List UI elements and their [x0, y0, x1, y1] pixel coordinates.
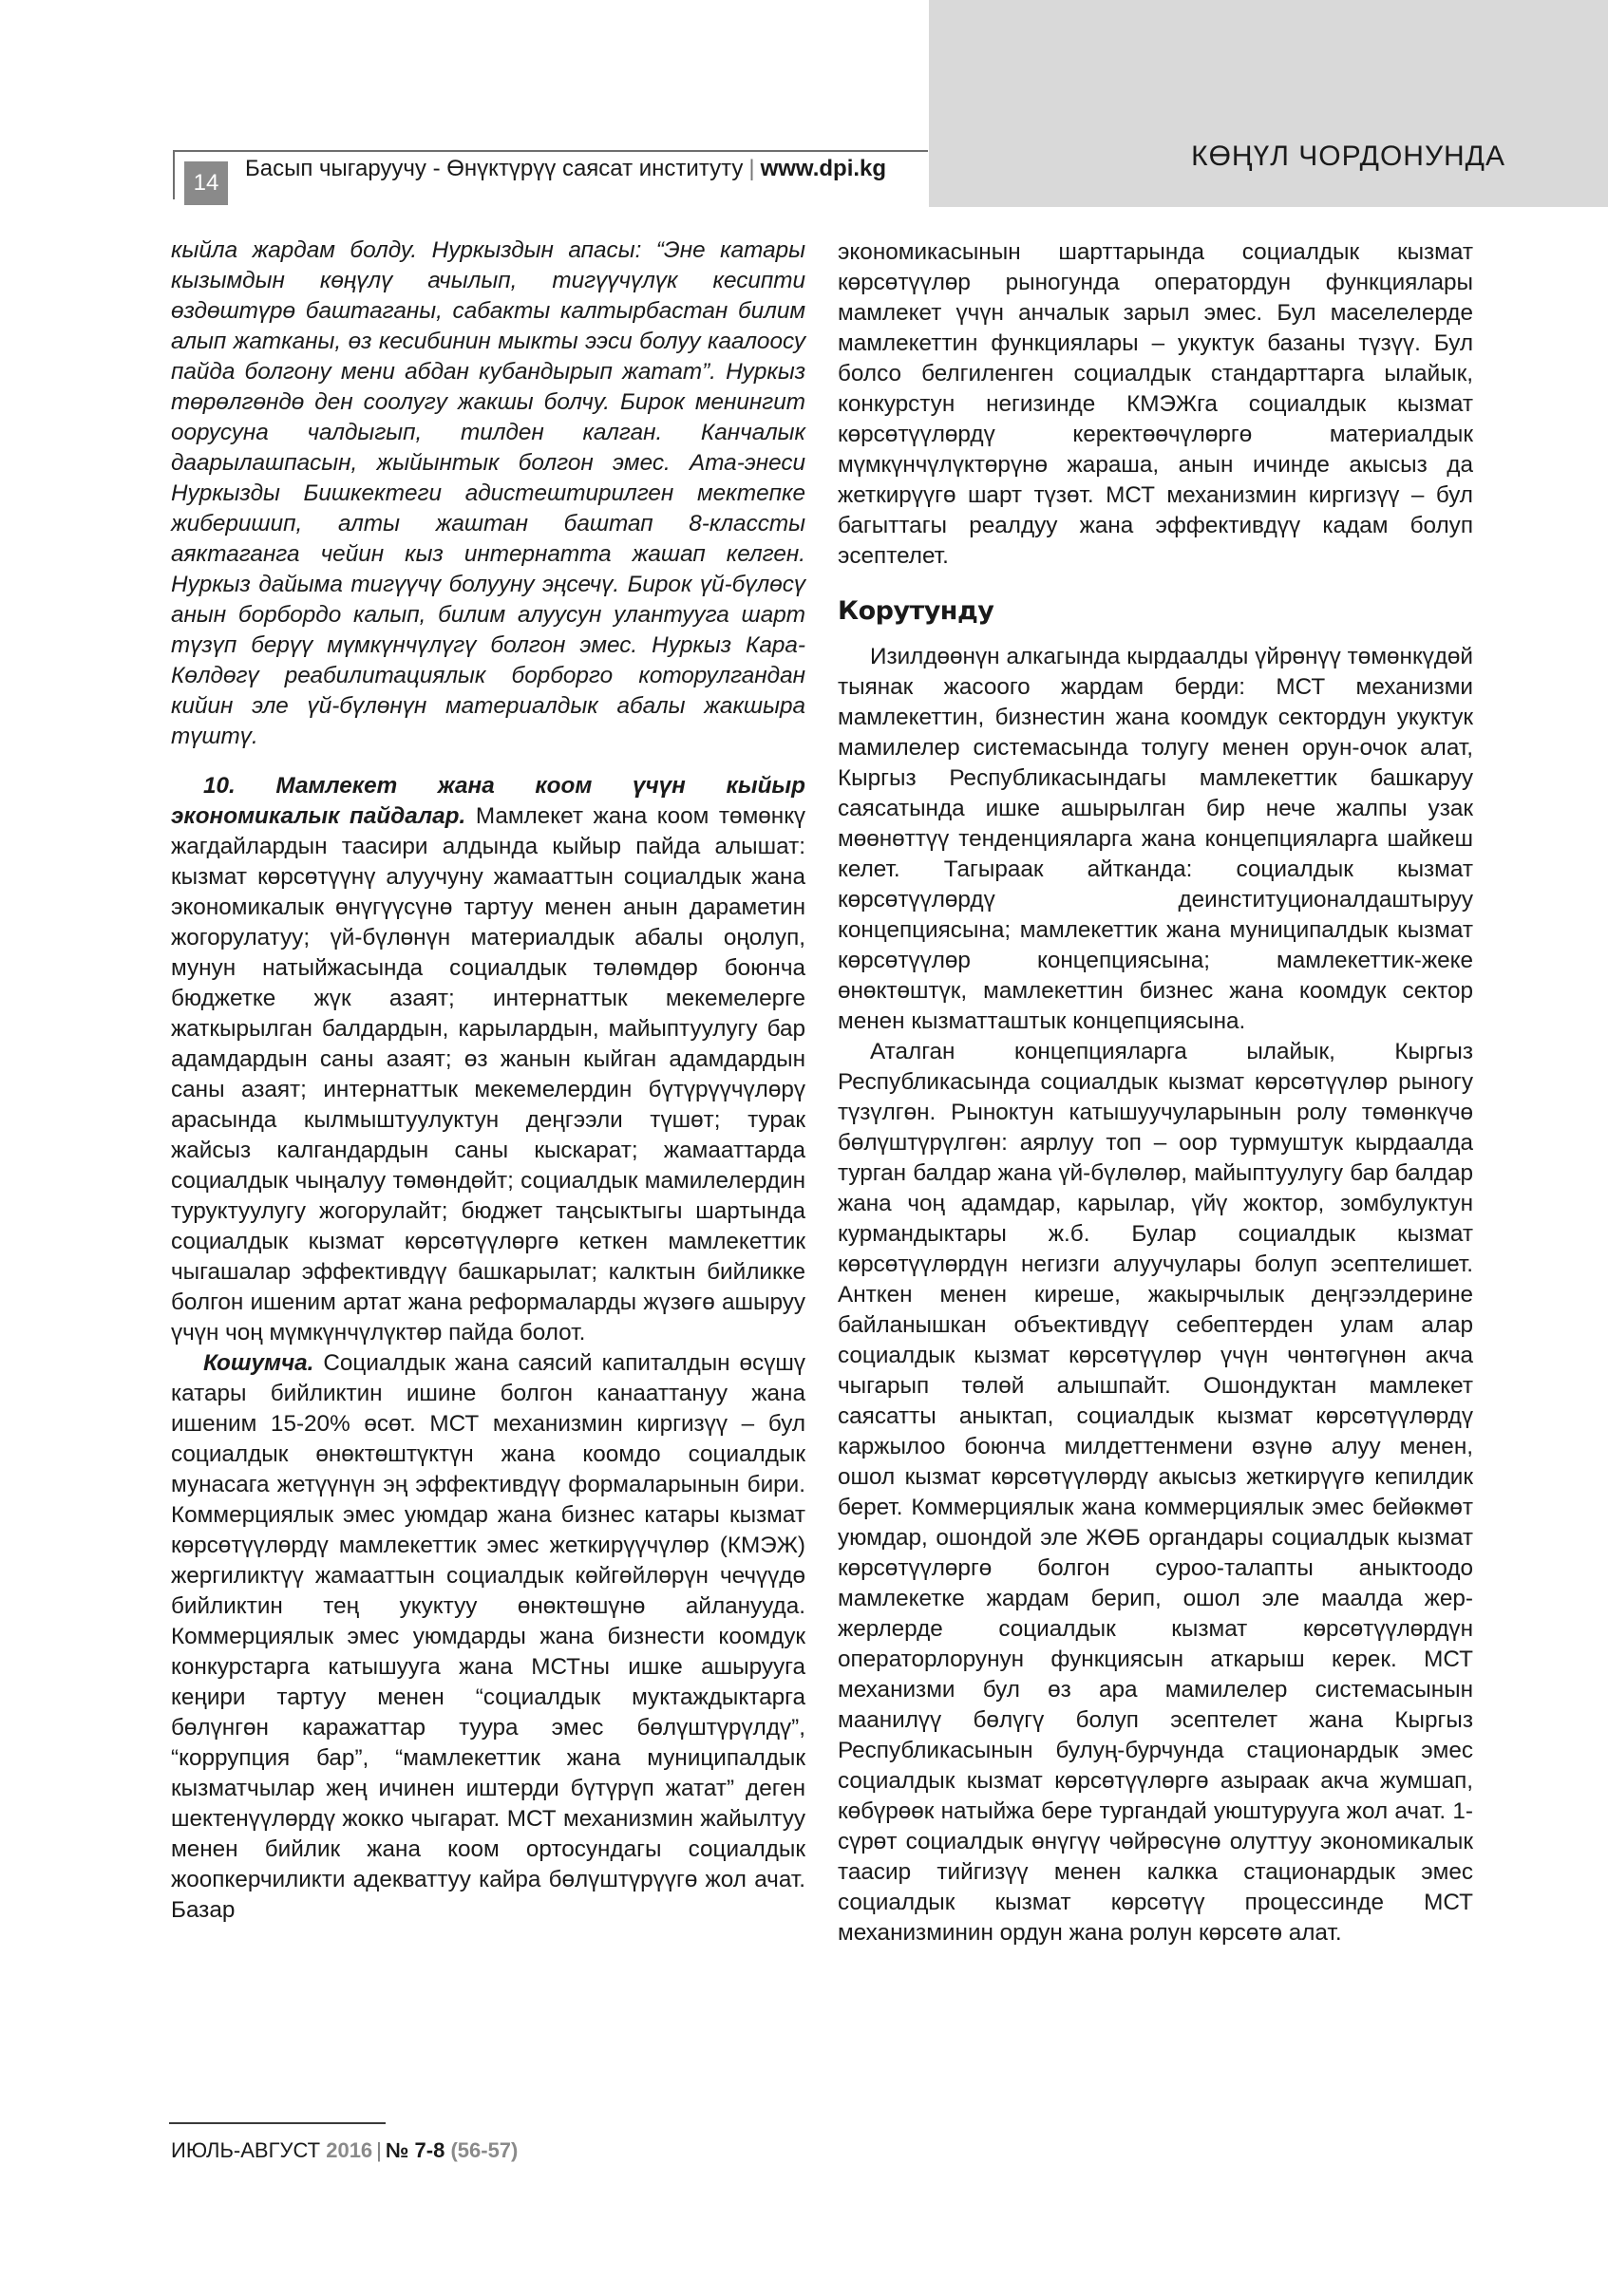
- conclusion-heading: Корутунду: [838, 596, 994, 626]
- addition-heading: Кошумча.: [203, 1350, 314, 1376]
- benefits-heading: 10. Мамлекет жана коом үчүн кыйыр экономикалык пайдалар.: [171, 773, 805, 829]
- addition-text: Социалдык жана саясий капиталдын өсүшү катары бийликтин ишине болгон канааттануу жана ишеним 15-20% өсөт. МСТ механизмин киргизүү – бул социалдык өнөктөштүктүн жана коомдо социалдык мунасага жетүүнүн эң эффективдүү формаларынын бири. Коммерциялык эмес уюмдар жана бизнес катары кызмат көрсөтүүлөрдү мамлекеттик эмес жеткирүүчүлөр (КМЭЖ) жергиликтүү жамааттын социалдык көйгөйлөрүн чечүүдө бийликтин тең укуктуу өнөктөшүнө айланууда. Коммерциялык эмес уюмдарды жана бизнести коомдук конкурстарга катышууга жана МСТны ишке ашырууга кеңири тартуу менен “социалдык муктаждыктарга бөлүнгөн каражаттар туура эмес бөлүштүрүлдү”, “коррупция бар”, “мамлекеттик жана муниципалдык кызматчылар жең ичинен иштерди бүтүрүп жатат” деген шектенүүлөрдү жокко чыгарат. МСТ механизмин жайылтуу менен бийлик жана коом ортосундагы социалдык жоопкерчиликти адекваттуу кайра бөлүштүрүүгө жол ачат. Базар: [171, 1350, 805, 1923]
- page-number: 14: [184, 161, 228, 205]
- publisher-name: Басып чыгаруучу - Өнүктүрүү саясат институту: [245, 156, 744, 181]
- story-paragraph: кыйла жардам болду. Нуркыздын апасы: “Эне катары кызымдын көңүлү ачылып, тигүүчүлүк кесипти өздөштүрө баштаганы, сабакты калтырбастан билим алып жатканы, өз кесибинин мыкты ээси болуу каалоосу пайда болгону мени абдан кубандырып жатат”. Нуркыз төрөлгөндө ден соолугу жакшы болчу. Бирок менингит оорусуна чалдыгып, тилден калган. Канчалык даарылашпасын, жыйынтык болгон эмес. Ата-энеси Нуркызды Бишкектеги адистештирилген мектепке жиберишип, алты жаштан баштап 8-классты аяктаганга чейин кыз интернатта жашап келген. Нуркыз дайыма тигүүчү болууну эңсечү. Бирок үй-бүлөсү анын борбордо калып, билим алуусун улантууга шарт түзүп берүү мүмкүнчүлүгү болгон эмес. Нуркыз Кара-Көлдөгү реабилитациялык борборго которулгандан кийин эле үй-бүлөнүн материалдык абалы жакшыра түштү.: [171, 237, 805, 749]
- publisher-url[interactable]: www.dpi.kg: [760, 156, 887, 181]
- footer-year: 2016: [326, 2138, 373, 2162]
- header-separator: |: [748, 156, 755, 181]
- left-column: [171, 235, 805, 1926]
- footer-pages: (56-57): [450, 2138, 519, 2162]
- conclusion-paragraph-1: Изилдөөнүн алкагында кырдаалды үйрөнүү төмөнкүдөй тыянак жасоого жардам берди: МСТ механизми мамлекеттин, бизнестин жана коомдук сектордун укуктук мамилелер системасында толугу менен орун-очок алат, Кыргыз Республикасындагы мамлекеттик башкаруу саясатында ишке ашырылган бир нече жалпы узак мөөнөттүү тенденцияларга жана концепцияларга шайкеш келет. Тагыраак айтканда: социалдык кызмат көрсөтүүлөрдү деинституционалдаштыруу концепциясына; мамлекеттик жана муниципалдык кызмат көрсөтүүлөр концепциясына; мамлекеттик-жеке өнөктөштүк, мамлекеттин бизнес жана коомдук сектор менен кызматташтык концепциясына.: [838, 644, 1473, 1034]
- footer-months: ИЮЛЬ-АВГУСТ: [171, 2138, 321, 2162]
- benefits-paragraph: [171, 771, 805, 1348]
- right-column: [838, 237, 1473, 1948]
- benefits-text: Мамлекет жана коом төмөнкү жагдайлардын таасири алдында кыйыр пайда алышат: кызмат көрсөтүүнү алуучуну жамааттын социалдык жана экономикалык өнүгүүсүнө тартуу менен анын дараметин жогорулатуу; үй-бүлөнүн материалдык абалы оңолуп, мунун натыйжасында социалдык төлөмдөр боюнча бюджетке жүк азаят; интернаттык мекемелерге жаткырылган балдардын, карылардын, майыптуулугу бар адамдардын саны азаят; өз жанын кыйган адамдардын саны азаят; интернаттык мекемелердин бүтүрүүчүлөрү арасында кылмыштуулуктун деңгээли түшөт; турак жайсыз калгандардын саны кыскарат; жамааттарда социалдык чыңалуу төмөндөйт; социалдык мамилелердин туруктуулугу жогорулайт; бюджет таңсыктыгы шартында социалдык кызмат көрсөтүүлөргө кеткен мамлекеттик чыгашалар эффективдүү башкарылат; калктын бийликке болгон ишеним артат жана реформаларды жүзөгө ашыруу үчүн чоң мүмкүнчүлүктөр пайда болот.: [171, 803, 805, 1346]
- continuation-paragraph: экономикасынын шарттарында социалдык кызмат көрсөтүүлөр рыногунда оператордун функциялары мамлекет үчүн анчалык зарыл эмес. Бул маселелерде мамлекеттин функциялары – укуктук базаны түзүү. Бул болсо белгиленген социалдык стандарттарга ылайык, конкурстун негизинде КМЭЖга социалдык кызмат көрсөтүүлөрдү керектөөчүлөргө материалдык мүмкүнчүлүктөрүнө жараша, анын ичинде акысыз да жеткирүүгө шарт түзөт. МСТ механизмин киргизүү – бул багыттагы реалдуу жана эффективдүү кадам болуп эсептелет.: [838, 239, 1473, 569]
- footer: [171, 2138, 518, 2163]
- addition-paragraph: [171, 1348, 805, 1926]
- header-gray-block: [929, 0, 1608, 207]
- conclusion-paragraph-2: Аталган концепцияларга ылайык, Кыргыз Республикасында социалдык кызмат көрсөтүүлөр рыногу түзүлгөн. Рыноктун катышуучуларынын ролу төмөнкүчө бөлүштүрүлгөн: аярлуу топ – оор турмуштук кырдаалда турган балдар жана үй-бүлөлөр, майыптуулугу бар балдар жана чоң адамдар, карылар, үйү жоктор, зомбулуктун курмандыктары ж.б. Булар социалдык кызмат көрсөтүүлөрдүн негизги алуучулары болуп эсептелишет. Анткен менен киреше, жакырчылык деңгээлдерине байланышкан объективдүү себептерден улам алар социалдык кызмат көрсөтүүлөр үчүн чөнтөгүнөн акча чыгарып төлөй алышпайт. Ошондуктан мамлекет саясатты аныктап, социалдык кызмат көрсөтүүлөрдү каржылоо боюнча милдеттенмени өзүнө алуу менен, ошол кызмат көрсөтүүлөрдү акысыз жеткирүүгө кепилдик берет. Коммерциялык жана коммерциялык эмес бейөкмөт уюмдар, ошондой эле ЖӨБ органдары социалдык кызмат көрсөтүүлөргө болгон суроо-талапты аныктоодо мамлекетке жардам берип, ошол эле маалда жер-жерлерде социалдык кызмат көрсөтүүлөрдүн операторлорунун функциясын аткарыш керек. МСТ механизми бул өз ара мамилелер системасынын маанилүү бөлүгү болуп эсептелет жана Кыргыз Республикасынын булуң-бурчунда стационардык эмес социалдык кызмат көрсөтүүлөргө азыраак акча жумшап, көбүрөөк натыйжа бере тургандай уюштурууга жол ачат. 1-сүрөт социалдык өнүгүү чөйрөсүнө олуттуу экономикалык таасир тийгизүү менен калкка стационардык эмес социалдык кызмат көрсөтүү процессинде МСТ механизминин ордун жана ролун көрсөтө алат.: [838, 1039, 1473, 1946]
- footer-issue: № 7-8: [385, 2138, 445, 2162]
- publisher-line: [245, 156, 886, 182]
- section-title: КӨҢҮЛ ЧОРДОНУНДА: [1191, 141, 1505, 172]
- footer-separator: |: [376, 2138, 382, 2162]
- footer-divider: [169, 2122, 386, 2124]
